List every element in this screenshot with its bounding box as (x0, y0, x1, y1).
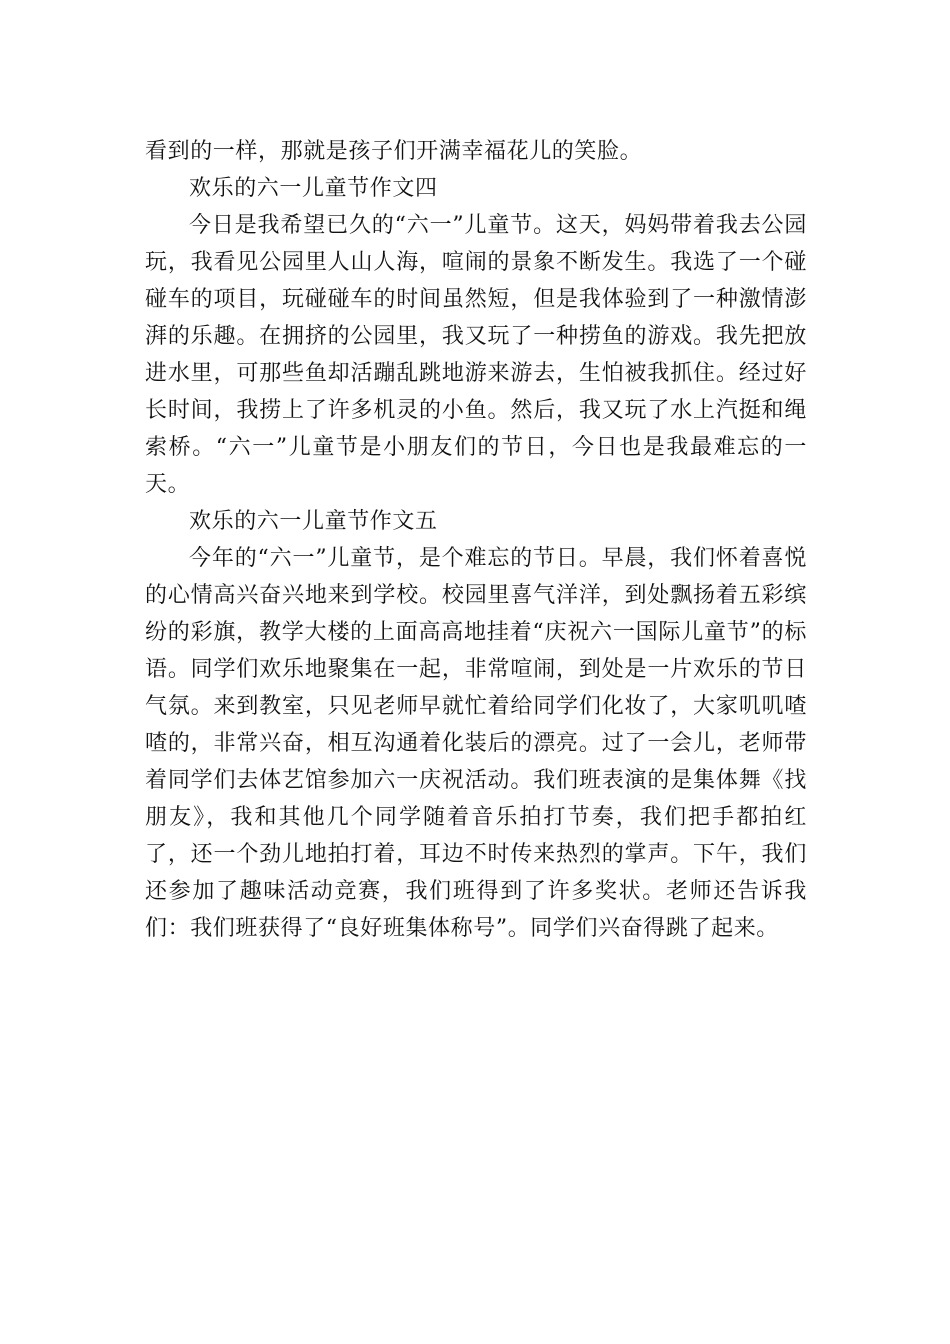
paragraph-essay-five: 今年的“六一”儿童节，是个难忘的节日。早晨，我们怀着喜悦的心情高兴奋兴地来到学校。校园里喜气洋洋，到处飘扬着五彩缤纷的彩旗，教学大楼的上面高高地挂着“庆祝六一国际儿童节”的标语。同学们欢乐地聚集在一起，非常喧闹，到处是一片欢乐的节日气氛。来到教室，只见老师早就忙着给同学们化妆了，大家叽叽喳喳的，非常兴奋，相互沟通着化装后的漂亮。过了一会儿，老师带着同学们去体艺馆参加六一庆祝活动。我们班表演的是集体舞《找朋友》，我和其他几个同学随着音乐拍打节奏，我们把手都拍红了，还一个劲儿地拍打着，耳边不时传来热烈的掌声。下午，我们还参加了趣味活动竞赛，我们班得到了许多奖状。老师还告诉我们：我们班获得了“良好班集体称号”。同学们兴奋得跳了起来。 (145, 546, 807, 941)
section-heading-four: 欢乐的六一儿童节作文四 (189, 176, 438, 201)
document-body (145, 133, 807, 947)
section-heading-five: 欢乐的六一儿童节作文五 (189, 509, 438, 534)
paragraph-continued: 看到的一样，那就是孩子们开满幸福花儿的笑脸。 (145, 139, 643, 164)
paragraph-essay-four: 今日是我希望已久的“六一”儿童节。这天，妈妈带着我去公园玩，我看见公园里人山人海，喧闹的景象不断发生。我选了一个碰碰车的项目，玩碰碰车的时间虽然短，但是我体验到了一种激情澎湃的乐趣。在拥挤的公园里，我又玩了一种捞鱼的游戏。我先把放进水里，可那些鱼却活蹦乱跳地游来游去，生怕被我抓住。经过好长时间，我捞上了许多机灵的小鱼。然后，我又玩了水上汽挺和绳索桥。“六一”儿童节是小朋友们的节日，今日也是我最难忘的一天。 (145, 213, 807, 497)
